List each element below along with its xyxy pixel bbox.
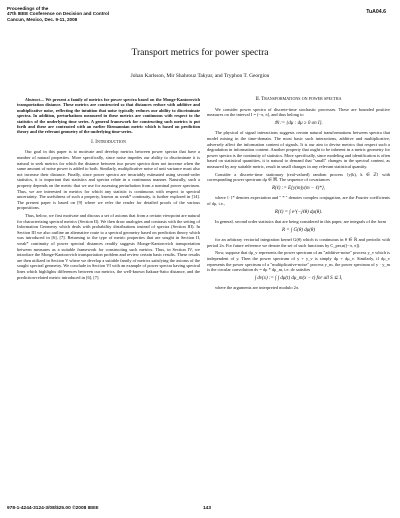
equation-statistics: R = ∫ G(θ) dμ(θ): [282, 227, 315, 233]
transform-paragraph-8: where the arguments are interpreted modulo 2π.: [215, 285, 300, 291]
transform-paragraph-5: In general, second order statistics that are being considered in this paper, are integrals of the form: [215, 219, 386, 225]
transform-paragraph-2: The physical of signal interactions suggests certain natural transformations between spectra that model mixing in the time-domain. The most basic such interactions, additive and multiplicative, adversely affect the information content of signals. It is our aim to devise metrics that respect such a degradation in information content. Another property that ought to be inherent in a metric geometry for power spectra is the continuity of statistics. More specifically, since modeling and identification is often based on statistical quantities, it is natural to demand that "small" changes in the spectral content, as measured by any suitable metric, result in small changes in any relevant statistical quantity.: [207, 130, 390, 169]
abstract-text: — We present a family of metrics for power spectra based on the Monge-Kantorovich transportation distance. These metrics are constructed so that distances reduce with additive and multiplicative noise, reflecting the intuition that noise typically reduces our ability to discriminate spectra. In addition, perturbations measured in these metrics are continuous with respect to the statistics of the underlying time series. A general framework for constructing such metrics is put forth and these are contrasted with an earlier Riemannian metric which is based on prediction theory and the relevant geometry of the underlying time-series.: [17, 97, 200, 135]
section-heading-transformations: II. Transformations on power spectra: [255, 97, 342, 102]
paper-title: Transport metrics for power spectra: [131, 47, 269, 58]
transform-paragraph-7: Now, suppose that dμ_v represents the power spectrum of an "additive-noise" process y_v which is independent of y. Then the power spectrum of y + y_v is simply dμ + dμ_v. Similarly, if dμ_v represents the power spectrum of a "multiplicative-noise" process y_m, the power spectrum of y · y_m is the circular convolution dν = dμ * dμ_m, i.e. dν satisfies: [207, 250, 390, 273]
right-column: [207, 97, 390, 293]
proceedings-line-3: Cancun, Mexico, Dec. 9-11, 2008: [7, 16, 78, 22]
transform-paragraph-4: where {·}* denotes expectation and " * " denotes complex conjugation, are the Fourier coefficients of dμ, i.e.,: [207, 195, 390, 206]
equation-convolution: ∫ dν(x) := ∫ ∫ dμ(t) dμ_m(x − t) for all S ⊆ I,: [254, 275, 343, 281]
transform-paragraph-3: Consider a discrete-time stationary (real-valued) random process {y(k), k ∈ ℤ} with corresponding power spectrum dμ ∈ 𝔐. The sequence of covariances: [207, 171, 390, 183]
page-footer: [7, 506, 393, 511]
left-column: [17, 97, 200, 282]
section-heading-introduction: I. Introduction: [91, 139, 126, 145]
footer-isbn: 978-1-4244-3124-3/08/$25.00 ©2008 IEEE: [7, 506, 99, 511]
transform-paragraph-6: for an arbitrary vectorial integration kernel G(θ) which is continuous in θ ∈ ℝ and periodic with period 2π. For future reference we denote the set of such functions by C_per,n((−π, π]).: [207, 237, 390, 248]
equation-fourier: R(ℓ) = ∫ e^(−jℓθ) dμ(θ).: [274, 209, 323, 215]
paper-id: TuA04.6: [366, 9, 386, 15]
paper-authors: Johan Karlsson, Mir Shahrouz Takyar, and Tryphon T. Georgiou: [130, 73, 270, 79]
proceedings-header: [7, 6, 109, 22]
abstract-label: Abstract: [25, 97, 40, 102]
intro-paragraph-1: Our goal in this paper is to motivate and develop metrics between power spectra that have a number of natural properties. More specifically, since noise impedes our ability to discriminate it is natural to seek metrics for which the distance between two power spectra does not increase when the same amount of noise power is added to both. Similarly, multiplicative noise of unit variance must also not increase their distance. Finally, since power spectra are invariably estimated using second-order statistics, it is important that statistics and spectra relate in a continuous manner. Naturally, such a property depends on the metric that we use for assessing perturbation from a nominal power spectrum. Thus, we are interested in metrics for which any statistic is continuous with respect to spectral uncertainty. The usefulness of such a property, known as weak* continuity, is further explored in [14]. The present paper is based on [9] where we refer the reader for detailed proofs of the various propositions.: [17, 149, 200, 211]
transform-paragraph-1: We consider power spectra of discrete-time stochastic processes. These are bounded positive measures on the interval I = (−π, π], and thus belong to: [207, 106, 390, 118]
equation-spectra-set: 𝔐 := {dμ : dμ ≥ 0 on I}.: [274, 120, 323, 126]
proceedings-line-1: Proceedings of the: [7, 6, 49, 11]
abstract: [17, 97, 200, 135]
page-number: 143: [203, 506, 212, 511]
intro-paragraph-2: Thus, below, we first motivate and discuss a set of axioms that from a certain viewpoint are natural for characterizing spectral metrics (Section II). We then draw analogies and contrasts with the setting of Information Geometry which deals with probability distributions instead of spectra (Section III). In Section III we also outline an alternative route to a spectral geometry based on prediction theory which was introduced in [6], [7]. Returning to the type of metric properties that are sought in Section II, weak* continuity of power spectral distances readily suggests Monge-Kantorovich transportation between measures as a suitable framework for constructing such metrics. Thus, in Section IV, we introduce the Monge-Kantorovich transportation problem and review certain basic results. These results are then utilized in Section V where we develop a suitable family of metrics satisfying the axioms of the sought spectral geometry. We conclude in Section VI with an example of power spectra having spectral lines which highlights differences between our metrics, the well-known Itakura-Saito distance, and the prediction-related metric introduced in [6], [7].: [17, 212, 200, 280]
equation-covariance: R(ℓ) := E{y(m)y(m − ℓ)*},: [271, 185, 326, 191]
proceedings-line-2: 47th IEEE Conference on Decision and Control: [7, 11, 110, 17]
